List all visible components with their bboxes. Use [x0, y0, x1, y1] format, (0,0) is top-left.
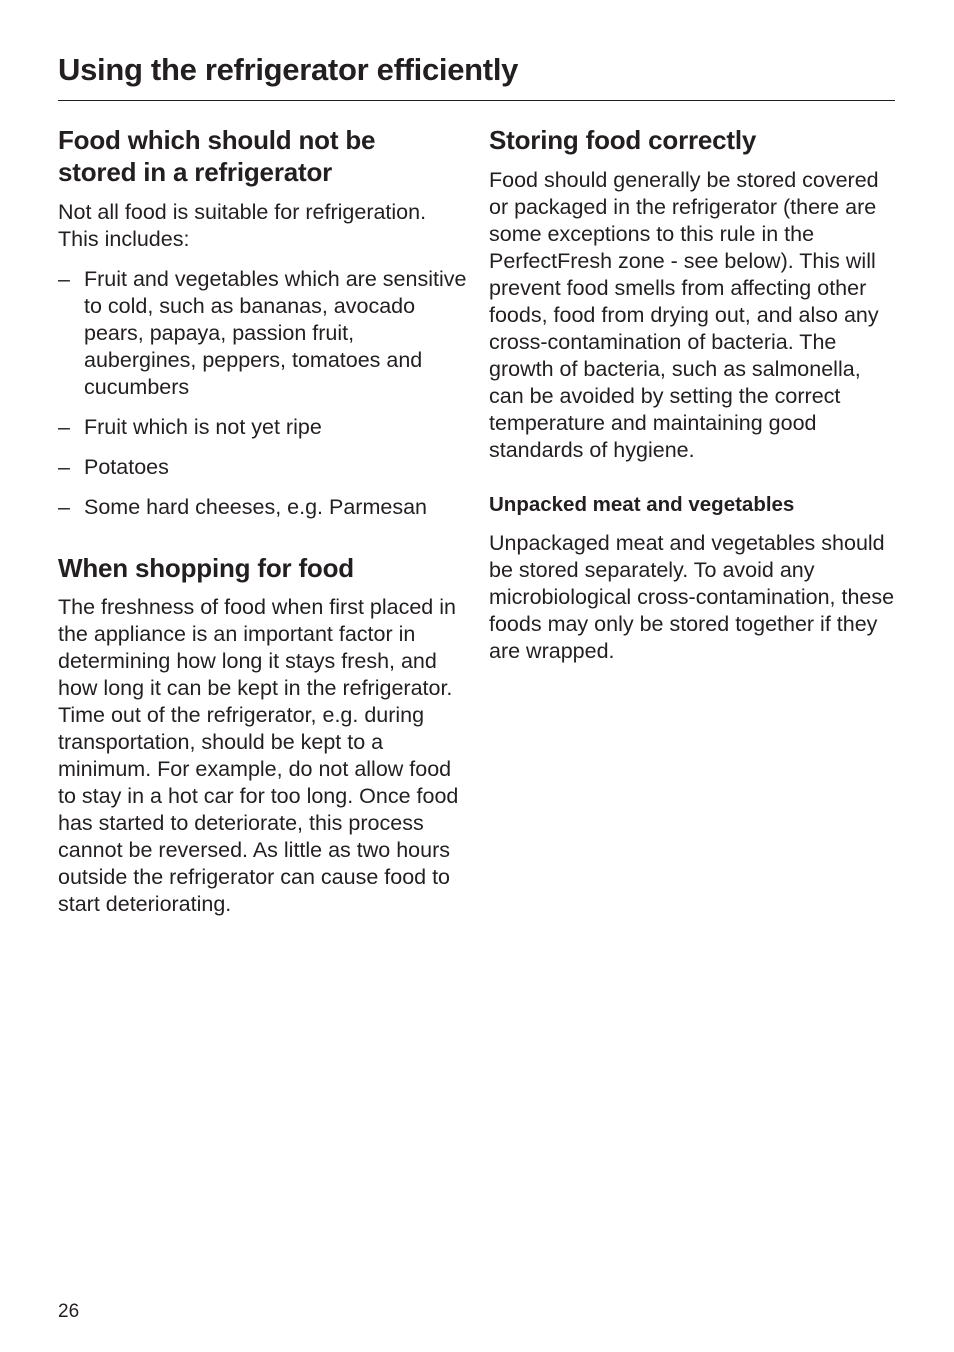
section-heading-not-refrigerated: Food which should not be stored in a refrigerator: [58, 125, 376, 187]
unsuitable-food-list: [58, 266, 468, 521]
right-column: [489, 124, 901, 665]
page-number: 26: [58, 1301, 80, 1322]
subsection-heading-unpacked: Unpacked meat and vegetables: [489, 493, 795, 516]
list-dash: –: [58, 455, 70, 479]
list-dash: –: [58, 495, 70, 519]
section-body-storing: Food should generally be stored covered or packaged in the refrigerator (there are some exceptions to this rule in the PerfectFresh zone - see below). This will prevent food smells from affecting other foods, food from drying out, and also any cross-contamination of bacteria. The growth of bacteria, such as salmonella, can be avoided by setting the correct temperature and maintaining good standards of hygiene.: [489, 168, 879, 462]
list-dash: –: [58, 415, 70, 439]
list-item-text: Some hard cheeses, e.g. Parmesan: [84, 495, 427, 519]
list-item-text: Potatoes: [84, 455, 169, 479]
subsection-body-unpacked: Unpackaged meat and vegetables should be stored separately. To avoid any microbiological cross-contamination, these foods may only be stored together if they are wrapped.: [489, 531, 895, 663]
page-title: Using the refrigerator efficiently: [58, 52, 519, 87]
section-heading-storing: Storing food correctly: [489, 125, 757, 155]
left-column: [58, 124, 468, 918]
section-heading-shopping: When shopping for food: [58, 553, 354, 583]
section-body-shopping: The freshness of food when first placed in the appliance is an important factor in determining how long it stays fresh, and how long it can be kept in the refrigerator. Time out of the refrigerator, e.g. during transportation, should be kept to a minimum. For example, do not allow food to stay in a hot car for too long. Once food has started to deteriorate, this process cannot be reversed. As little as two hours outside the refrigerator can cause food to start deteriorating.: [58, 595, 459, 916]
list-item: [58, 266, 468, 401]
list-item: [58, 414, 468, 441]
list-item: [58, 454, 468, 481]
list-dash: –: [58, 267, 70, 291]
list-item: [58, 494, 468, 521]
title-divider: [58, 100, 895, 101]
section-intro: Not all food is suitable for refrigeration. This includes:: [58, 200, 427, 251]
list-item-text: Fruit which is not yet ripe: [84, 415, 322, 439]
list-item-text: Fruit and vegetables which are sensitive to cold, such as bananas, avocado pears, papaya, passion fruit, aubergines, peppers, tomatoes and cucumbers: [84, 267, 467, 399]
